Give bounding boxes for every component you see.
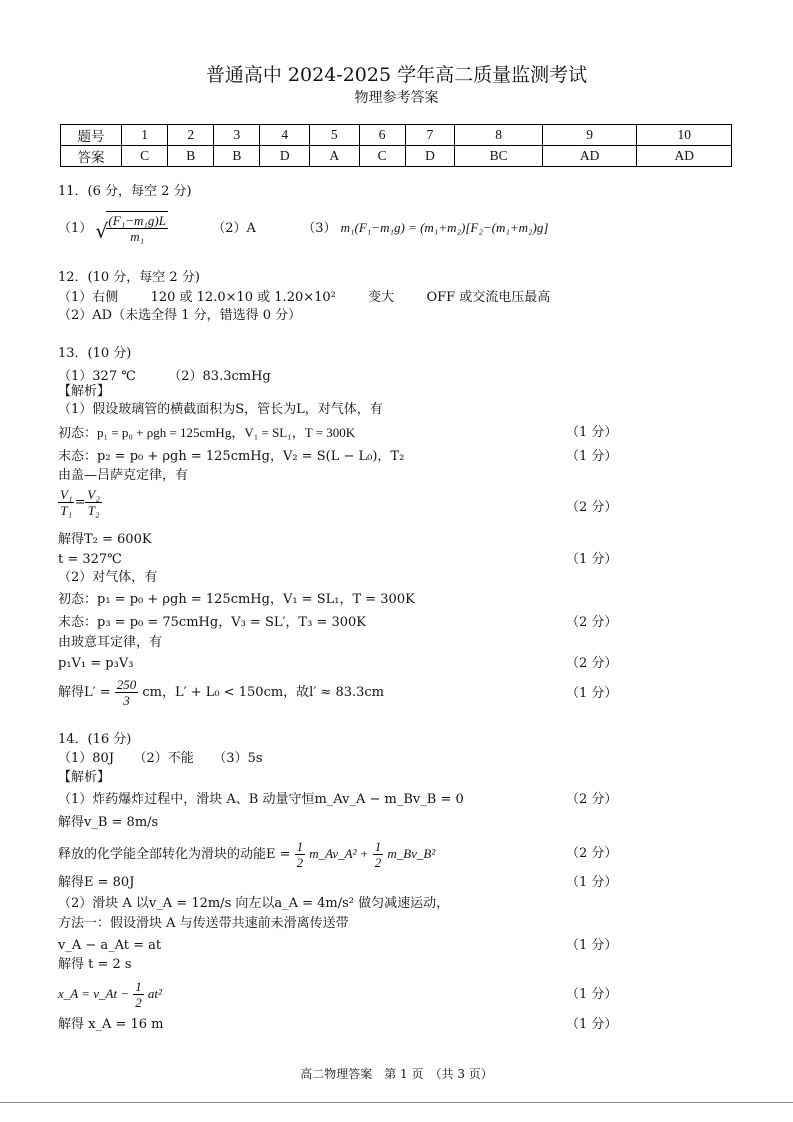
q14-score: （1 分） [566,938,618,953]
table-cell: B [168,146,214,167]
frac-den: 2 [296,855,304,870]
q11-part1-label: （1） [58,221,93,236]
equals-sign: = [74,495,86,510]
q14-answers: （1）80J （2）不能 （3）5s [58,751,263,766]
q13-line: 末态：p₃ = p₀ = 75cmHg，V₃ = SL′，T₃ = 300K [58,615,367,630]
q13-formula [58,487,102,518]
q13-line: 由玻意耳定律，有 [58,635,163,650]
q14-score: （1 分） [566,1017,618,1032]
q13-line: 由盖—吕萨克定律，有 [58,468,189,483]
q13-line: （2）对气体，有 [58,570,158,585]
frac-den: T₂ [87,503,100,518]
q13-line: 解得T₂ = 600K [58,532,152,547]
q14-score: （2 分） [566,792,618,807]
q14-line: （2）滑块 A 以v_A = 12m/s 向左以a_A = 4m/s² 做匀减速运动， [58,896,450,911]
q13-result-suffix: cm，L′ + L₀ < 150cm，故l′ ≈ 83.3cm [142,685,384,700]
table-row-answers [61,146,732,167]
q14-line: （1）炸药爆炸过程中，滑块 A、B 动量守恒m_Av_A − m_Bv_B = 0 [58,792,464,807]
q14-line: 解得v_B = 8m/s [58,815,159,830]
q13-answers: （1）327 ℃ （2）83.3cmHg [58,369,271,384]
table-cell: 2 [168,125,214,146]
q12-heading: 12．(10 分，每空 2 分) [58,270,200,285]
q14-line: v_A − a_At = at [58,938,162,953]
table-cell: 7 [405,125,455,146]
table-cell: 5 [310,125,360,146]
q14-energy-term: m_Av_A² + [309,846,369,861]
q13-result [58,677,384,708]
q13-line: p₁V₁ = p₃V₃ [58,656,134,671]
q12-ans1: （1）右侧 [58,290,119,305]
q11-part3-label: （3） [302,221,337,236]
table-cell: AD [637,146,732,167]
q14-displacement [58,979,162,1010]
table-cell: 4 [260,125,310,146]
q13-line: 初态：p₁ = p₀ + ρgh = 125cmHg，V₁ = SL₁，T = 300K [58,425,356,440]
page-title: 普通高中 2024-2025 学年高二质量监测考试 [205,64,588,86]
frac-num: 1 [135,979,142,994]
q11-denominator: m₁ [130,229,145,244]
frac-den: 2 [374,855,382,870]
frac-num: 250 [116,677,137,692]
frac-num: V₂ [87,487,100,502]
q11-answers [58,211,548,246]
q13-frac [85,487,101,518]
q14-score: （1 分） [566,987,618,1002]
page-footer: 高二物理答案 第 1 页 （共 3 页） [300,1067,493,1081]
q12-line2: （2）AD（未选全得 1 分，错选得 0 分） [58,308,302,323]
q14-score: （2 分） [566,846,618,861]
q12-line1 [58,290,550,306]
q12-ans2: 120 或 12.0×10 或 1.20×10² [150,290,336,305]
q14-disp-term: at² [147,986,162,1001]
table-cell: D [405,146,455,167]
q13-frac [115,677,139,708]
table-cell: C [122,146,168,167]
q14-frac [133,979,144,1010]
page-subtitle: 物理参考答案 [354,90,439,106]
q14-energy-term: m_Bv_B² [387,846,436,861]
q14-frac [295,839,306,870]
table-cell: 6 [359,125,405,146]
q14-line: 解得 t = 2 s [58,957,132,972]
table-row-questions [61,125,732,146]
q13-line: （1）假设玻璃管的横截面积为S，管长为L，对气体，有 [58,402,383,417]
q14-energy-prefix: 释放的化学能全部转化为滑块的动能E = [58,847,291,862]
table-cell: B [214,146,260,167]
q13-score: （1 分） [566,552,618,567]
q14-line: 解得E = 80J [58,875,135,890]
q14-analysis-label: 【解析】 [58,770,111,785]
bottom-divider [0,1102,793,1103]
table-cell: 3 [214,125,260,146]
table-cell: BC [455,146,543,167]
q11-numerator: √ (F₁−m₁g)L [108,213,166,228]
q14-line: 解得 x_A = 16 m [58,1017,164,1032]
q13-score: （1 分） [566,449,618,464]
q11-sqrt [106,211,168,246]
q13-analysis-label: 【解析】 [58,384,111,399]
q14-heading: 14．(16 分) [58,732,132,747]
q14-disp-prefix: x_A = v_At − [58,986,130,1001]
q14-line: 方法一：假设滑块 A 与传送带共速前未滑离传送带 [58,916,349,931]
q13-line: t = 327℃ [58,552,122,567]
q13-score: （2 分） [566,656,618,671]
frac-den: 2 [135,995,142,1010]
q13-result-prefix: 解得L′ = [58,685,111,700]
q13-line: 初态：p₁ = p₀ + ρgh = 125cmHg，V₁ = SL₁，T = 300K [58,592,415,607]
table-cell: 1 [122,125,168,146]
q14-energy [58,839,435,870]
row-label-answer: 答案 [61,146,122,167]
q12-ans4: OFF 或交流电压最高 [426,290,551,305]
q13-heading: 13．(10 分) [58,346,132,361]
q13-line: 末态：p₂ = p₀ + ρgh = 125cmHg，V₂ = S(L − L₀)，T₂ [58,449,405,464]
q14-frac [373,839,384,870]
q13-score: （2 分） [566,615,618,630]
table-cell: 9 [542,125,636,146]
answer-table [60,124,732,167]
frac-den: 3 [123,693,130,708]
q12-ans3: 变大 [368,290,395,305]
q13-frac [58,487,74,518]
q13-score: （2 分） [566,500,618,515]
q11-fraction [106,213,168,244]
q11-heading: 11．(6 分，每空 2 分) [58,184,192,199]
table-cell: A [310,146,360,167]
q13-score: （1 分） [566,425,618,440]
table-cell: 10 [637,125,732,146]
row-label-question: 题号 [61,125,122,146]
table-cell: C [359,146,405,167]
frac-num: 1 [374,839,382,854]
q11-part3-expr: m₁(F₁−m₁g) = (m₁+m₂)[F₂−(m₁+m₂)g] [340,220,549,235]
q14-score: （1 分） [566,875,618,890]
frac-num: V₁ [60,487,73,502]
frac-den: T₁ [60,503,73,518]
frac-num: 1 [296,839,304,854]
table-cell: 8 [455,125,543,146]
table-cell: D [260,146,310,167]
table-cell: AD [542,146,636,167]
q11-part2: （2）A [212,221,256,236]
q13-score: （1 分） [566,686,618,701]
